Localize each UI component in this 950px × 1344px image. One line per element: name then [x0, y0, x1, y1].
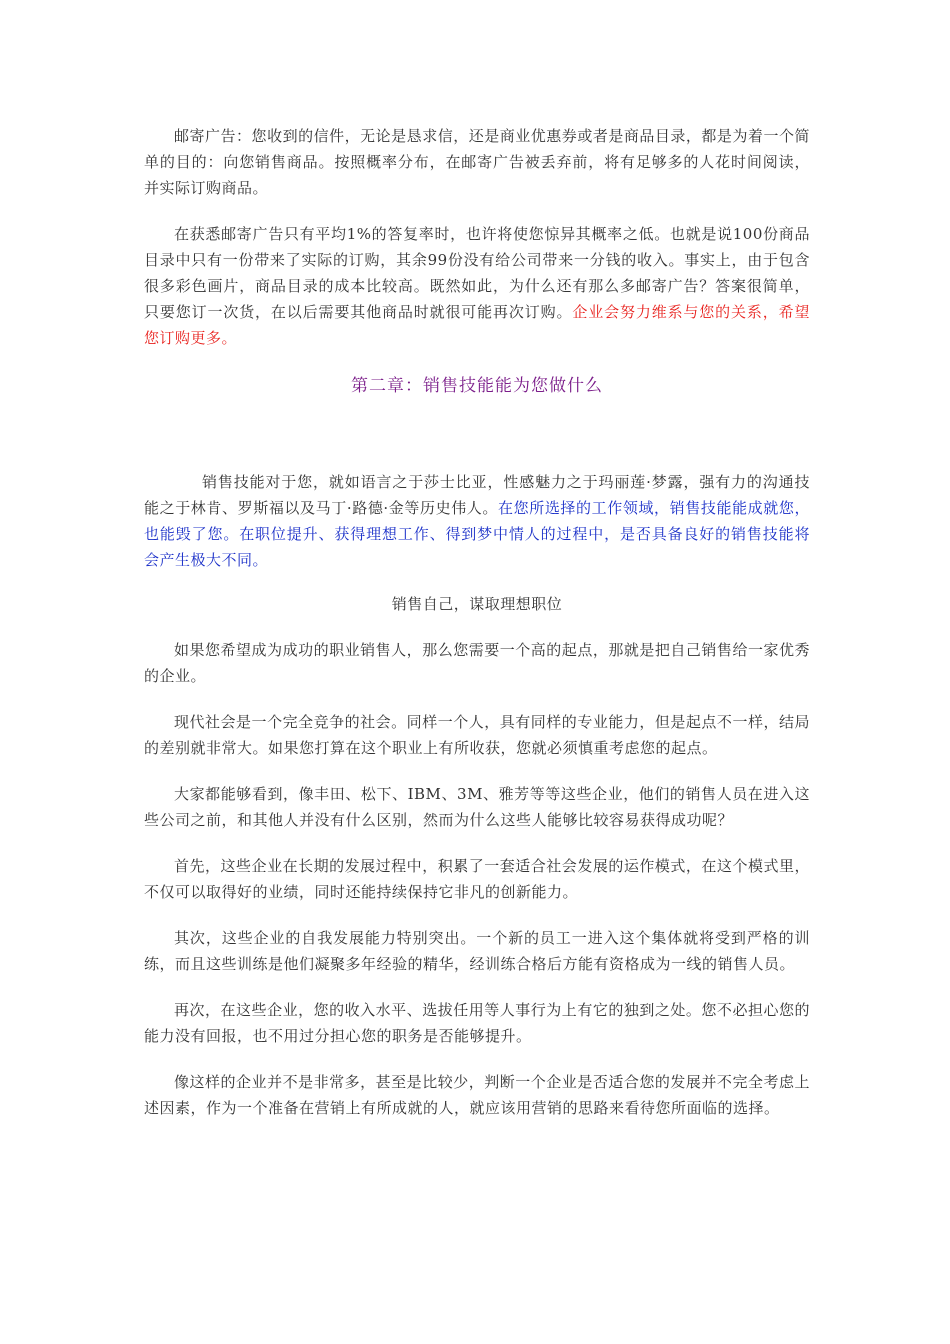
document-page: [144, 123, 810, 1141]
body-paragraph-3: 大家都能够看到，像丰田、松下、IBM、3M、雅芳等等这些企业，他们的销售人员在进入这些公司之前，和其他人并没有什么区别，然而为什么这些人能够比较容易获得成功呢？: [144, 785, 810, 829]
relationship-highlight: 企业会努力维系与您的关系，希望您订购更多。: [144, 303, 810, 347]
sales-skill-paragraph: [144, 469, 810, 573]
response-rate-paragraph: [144, 221, 810, 351]
sales-skill-highlight: 在您所选择的工作领域，销售技能能成就您，也能毁了您。在职位提升、获得理想工作、得到梦中情人的过程中，是否具备良好的销售技能将会产生极大不同。: [144, 499, 810, 569]
body-paragraph-7: 像这样的企业并不是非常多，甚至是比较少，判断一个企业是否适合您的发展并不完全考虑上述因素，作为一个准备在营销上有所成就的人，就应该用营销的思路来看待您所面临的选择。: [144, 1073, 810, 1117]
body-paragraph-1: 如果您希望成为成功的职业销售人，那么您需要一个高的起点，那就是把自己销售给一家优秀的企业。: [144, 641, 810, 685]
sales-skill-text: 销售技能对于您，就如语言之于莎士比亚，性感魅力之于玛丽莲·梦露，强有力的沟通技能之于林肯、罗斯福以及马丁·路德·金等历史伟人。: [144, 473, 810, 517]
body-paragraph-6: 再次，在这些企业，您的收入水平、选拔任用等人事行为上有它的独到之处。您不必担心您的能力没有回报，也不用过分担心您的职务是否能够提升。: [144, 1001, 810, 1045]
body-paragraph-2: 现代社会是一个完全竞争的社会。同样一个人，具有同样的专业能力，但是起点不一样，结局的差别就非常大。如果您打算在这个职业上有所收获，您就必须慎重考虑您的起点。: [144, 713, 810, 757]
body-paragraph-5: 其次，这些企业的自我发展能力特别突出。一个新的员工一进入这个集体就将受到严格的训练，而且这些训练是他们凝聚多年经验的精华，经训练合格后方能有资格成为一线的销售人员。: [144, 929, 810, 973]
body-paragraph-4: 首先，这些企业在长期的发展过程中，积累了一套适合社会发展的运作模式，在这个模式里，不仅可以取得好的业绩，同时还能持续保持它非凡的创新能力。: [144, 857, 810, 901]
response-rate-text: 在获悉邮寄广告只有平均1%的答复率时，也许将使您惊异其概率之低。也就是说100份商品目录中只有一份带来了实际的订购，其余99份没有给公司带来一分钱的收入。事实上，由于包含很多彩色画片，商品目录的成本比较高。既然如此，为什么还有那么多邮寄广告？答案很简单，只要您订一次货，在以后需要其他商品时就很可能再次订购。: [144, 225, 810, 321]
chapter-title: 第二章：销售技能能为您做什么: [351, 376, 603, 396]
section-subtitle: 销售自己，谋取理想职位: [391, 595, 563, 613]
mail-ad-paragraph: 邮寄广告：您收到的信件，无论是恳求信，还是商业优惠券或者是商品目录，都是为着一个简单的目的：向您销售商品。按照概率分布，在邮寄广告被丢弃前，将有足够多的人花时间阅读，并实际订购商品。: [144, 127, 810, 197]
